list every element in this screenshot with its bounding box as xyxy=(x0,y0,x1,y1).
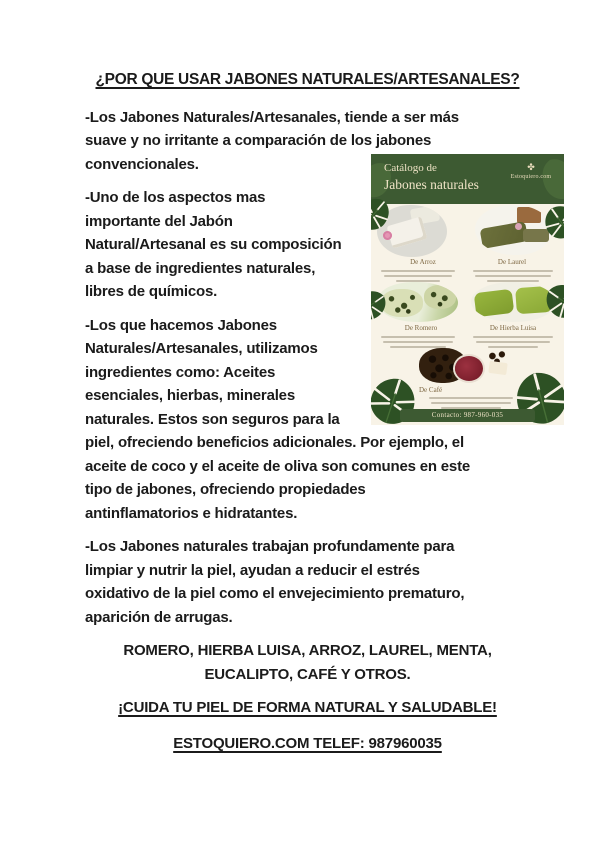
catalog-body xyxy=(371,204,564,425)
page-title xyxy=(85,68,530,92)
text-line: ROMERO, HIERBA LUISA, ARROZ, LAUREL, MENTA, xyxy=(123,642,492,659)
product-label-cafe: De Café xyxy=(419,386,443,394)
text-line: a base de ingredientes naturales, xyxy=(85,259,316,277)
text-line: convencionales. xyxy=(85,155,199,173)
product-label-arroz: De Arroz xyxy=(410,258,436,266)
catalog-title-line2: Jabones naturales xyxy=(384,177,479,192)
product-caption xyxy=(471,333,555,351)
catalog-title-line1: Catálogo de xyxy=(384,162,437,174)
product-caption xyxy=(379,333,457,351)
catalog-brand-name: Estoquiero.com xyxy=(510,174,552,180)
text-line: piel, ofreciendo beneficios adicionales. Por ejemplo, el xyxy=(85,434,464,451)
text-line: Naturales/Artesanales, utilizamos xyxy=(85,340,318,357)
text-line: -Uno de los aspectos mas xyxy=(85,189,266,206)
text-line: oxidativo de la piel como el envejecimiento prematuro, xyxy=(85,585,465,602)
text-line: -Los que hacemos Jabones xyxy=(85,316,277,334)
product-label-hierba-luisa: De Hierba Luisa xyxy=(489,324,537,332)
estoquiero-logo-icon: ✤ xyxy=(527,162,535,172)
catalog-contact-banner: Contacto: 987-960-035 xyxy=(400,409,535,422)
text-line: aceite de coco y el aceite de oliva son comunes en este xyxy=(85,457,471,475)
text-line: limpiar y nutrir la piel, ayudan a reducir el estrés xyxy=(85,561,420,579)
text-line: suave y no irritante a comparación de los jabones xyxy=(85,132,432,149)
text-line: -Los Jabones Naturales/Artesanales, tiende a ser más xyxy=(85,108,459,126)
product-caption xyxy=(379,267,457,285)
product-label-romero: De Romero xyxy=(404,324,438,332)
product-photo-laurel xyxy=(475,205,551,255)
slogan-line xyxy=(85,696,530,720)
paragraph-4 xyxy=(85,535,530,629)
contact-line xyxy=(85,732,530,756)
catalog-header xyxy=(371,154,564,204)
text-line: antinflamatorios e hidratantes. xyxy=(85,504,298,522)
contact-text: ESTOQUIERO.COM TELEF: 987960035 xyxy=(173,734,442,752)
text-line: libres de químicos. xyxy=(85,283,218,300)
text-line: esenciales, hierbas, minerales xyxy=(85,387,295,404)
text-line: naturales. Estos son seguros para la xyxy=(85,410,340,428)
text-line: EUCALIPTO, CAFÉ Y OTROS. xyxy=(204,665,411,683)
text-line: -Los Jabones naturales trabajan profundamente para xyxy=(85,538,455,555)
catalog-image xyxy=(371,154,564,425)
text-line: Natural/Artesanal es su composición xyxy=(85,236,342,253)
slogan-text: ¡CUIDA TU PIEL DE FORMA NATURAL Y SALUDABLE! xyxy=(118,699,497,716)
product-label-laurel: De Laurel xyxy=(497,258,527,266)
text-line: aparición de arrugas. xyxy=(85,608,233,626)
text-line: tipo de jabones, ofreciendo propiedades xyxy=(85,481,366,498)
page-title-text: ¿POR QUE USAR JABONES NATURALES/ARTESANALES? xyxy=(95,71,520,88)
scents-list xyxy=(85,639,530,686)
product-caption xyxy=(471,267,555,285)
catalog-brand xyxy=(504,162,558,180)
text-line: ingredientes como: Aceites xyxy=(85,363,276,381)
text-line: importante del Jabón xyxy=(85,212,233,230)
